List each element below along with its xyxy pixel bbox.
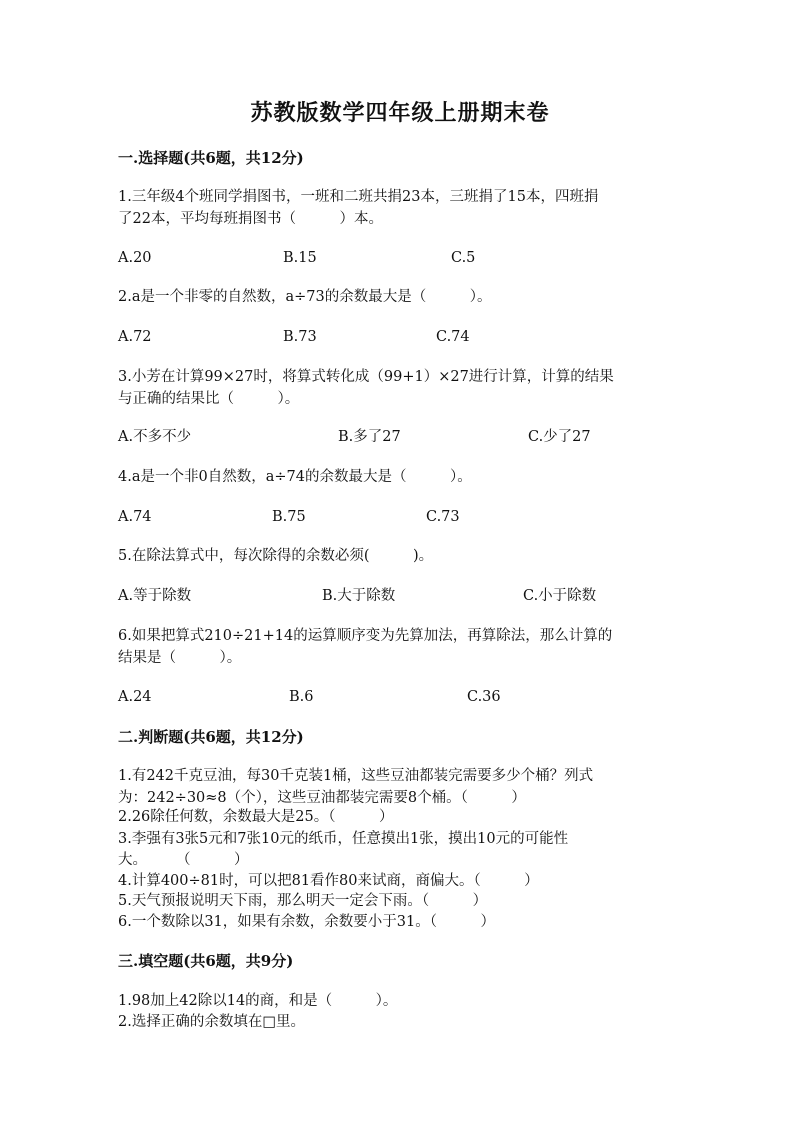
question-4-option-b: B.75	[272, 509, 306, 525]
question-3-line-1: 3.小芳在计算99×27时，将算式转化成（99+1）×27进行计算，计算的结果	[118, 369, 614, 385]
question-5-option-c: C.小于除数	[523, 588, 597, 604]
fill-in-line-1: 1.98加上42除以14的商，和是（ ）。	[118, 993, 398, 1009]
judgement-line-3: 2.26除任何数，余数最大是25。（ ）	[118, 809, 394, 825]
question-6-option-a: A.24	[118, 689, 152, 705]
judgement-line-7: 5.天气预报说明天下雨，那么明天一定会下雨。（ ）	[118, 893, 488, 909]
question-6-option-c: C.36	[467, 689, 501, 705]
question-1-option-a: A.20	[118, 250, 152, 266]
question-6-line-2: 结果是（ ）。	[118, 650, 242, 666]
judgement-line-6: 4.计算400÷81时，可以把81看作80来试商，商偏大。（ ）	[118, 873, 539, 889]
question-3-option-b: B.多了27	[338, 429, 401, 445]
fill-in-line-2: 2.选择正确的余数填在□里。	[118, 1014, 306, 1030]
question-2-option-c: C.74	[436, 329, 470, 345]
judgement-line-8: 6.一个数除以31，如果有余数，余数要小于31。（ ）	[118, 914, 495, 930]
question-5-option-a: A.等于除数	[118, 588, 192, 604]
judgement-line-1: 1.有242千克豆油，每30千克装1桶，这些豆油都装完需要多少个桶？列式	[118, 768, 594, 784]
judgement-line-4: 3.李强有3张5元和7张10元的纸币，任意摸出1张，摸出10元的可能性	[118, 831, 569, 847]
question-3-line-2: 与正确的结果比（ ）。	[118, 391, 300, 407]
question-1-line-1: 1.三年级4个班同学捐图书，一班和二班共捐23本，三班捐了15本，四班捐	[118, 189, 599, 205]
judgement-line-5: 大。 （ ）	[118, 852, 249, 868]
question-1-line-2: 了22本，平均每班捐图书（ ）本。	[118, 211, 383, 227]
question-3-option-a: A.不多不少	[118, 429, 192, 445]
question-1-option-b: B.15	[283, 250, 317, 266]
judgement-line-2: 为：242÷30≈8（个），这些豆油都装完需要8个桶。（ ）	[118, 790, 526, 806]
question-5-line-1: 5.在除法算式中，每次除得的余数必须( )。	[118, 548, 434, 564]
section-heading-fill-in: 三.填空题(共6题，共9分)	[118, 952, 294, 970]
page-title: 苏教版数学四年级上册期末卷	[250, 100, 550, 126]
question-4-line-1: 4.a是一个非0自然数，a÷74的余数最大是（ ）。	[118, 469, 472, 485]
question-2-option-b: B.73	[283, 329, 317, 345]
question-1-option-c: C.5	[451, 250, 476, 266]
question-2-option-a: A.72	[118, 329, 152, 345]
question-4-option-c: C.73	[426, 509, 460, 525]
question-5-option-b: B.大于除数	[322, 588, 396, 604]
question-6-line-1: 6.如果把算式210÷21+14的运算顺序变为先算加法，再算除法，那么计算的	[118, 628, 613, 644]
question-4-option-a: A.74	[118, 509, 152, 525]
question-6-option-b: B.6	[289, 689, 314, 705]
section-heading-judgement: 二.判断题(共6题，共12分)	[118, 728, 304, 746]
question-3-option-c: C.少了27	[528, 429, 591, 445]
question-2-line-1: 2.a是一个非零的自然数，a÷73的余数最大是（ ）。	[118, 289, 492, 305]
section-heading-choice: 一.选择题(共6题，共12分)	[118, 149, 304, 167]
